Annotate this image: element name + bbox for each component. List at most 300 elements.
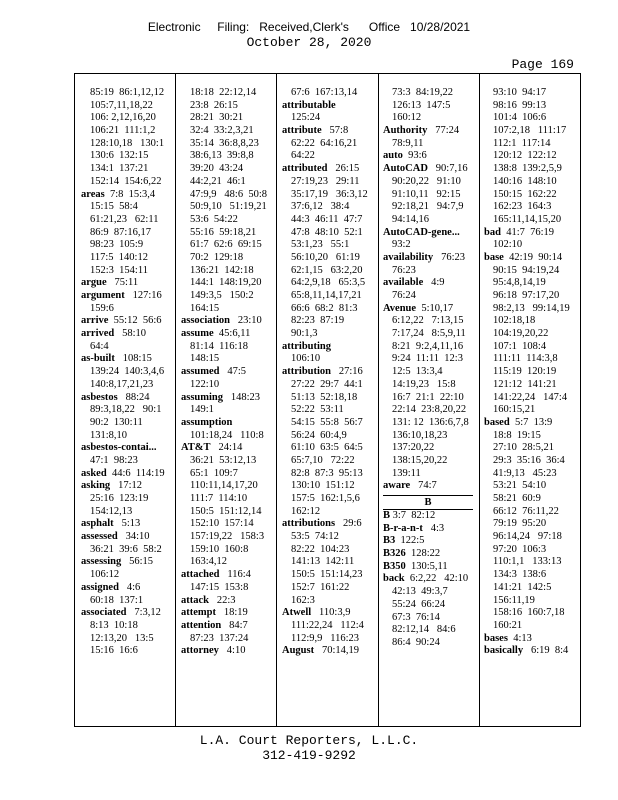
page-line-refs: 111:22,24 112:4 xyxy=(291,619,364,631)
page-line-refs: 81:14 116:18 xyxy=(190,340,248,352)
page-line-refs: 35:14 36:8,8,23 xyxy=(190,137,259,149)
page-line-refs: 36:21 53:12,13 xyxy=(190,454,257,466)
hearing-date: October 28, 2020 xyxy=(246,35,372,50)
index-ref-line xyxy=(181,87,267,100)
index-ref-line xyxy=(484,531,570,544)
index-ref-line xyxy=(383,599,473,612)
page-line-refs: 98:23 105:9 xyxy=(90,239,144,251)
index-ref-line xyxy=(282,150,368,163)
page-line-refs: 16:7 21:1 22:10 xyxy=(392,391,464,403)
index-term: attached xyxy=(181,569,220,581)
index-term: assume xyxy=(181,328,214,340)
index-ref-line xyxy=(181,100,267,113)
page-line-refs: 25:16 123:19 xyxy=(90,493,149,504)
index-term: B3 xyxy=(383,535,396,547)
page-line-refs: 36:21 39:6 58:2 xyxy=(90,543,162,555)
index-ref-line xyxy=(383,404,473,417)
index-ref-line xyxy=(484,582,570,595)
index-ref-line xyxy=(484,315,570,328)
index-ref-line xyxy=(282,493,368,506)
index-term-line xyxy=(484,227,570,240)
page-line-refs: 4:13 xyxy=(507,632,532,644)
index-ref-line xyxy=(383,112,473,125)
page-line-refs: 55:16 59:18,21 xyxy=(190,226,257,238)
index-term: AutoCAD xyxy=(383,163,428,175)
page-line-refs: 126:13 147:5 xyxy=(392,99,451,111)
index-ref-line xyxy=(383,586,473,599)
index-term-line xyxy=(81,531,165,544)
page-line-refs: 105:7,11,18,22 xyxy=(90,99,153,111)
page-line-refs: 108:15 xyxy=(114,353,152,365)
page-line-refs: 65:1 109:7 xyxy=(190,467,238,479)
column-divider xyxy=(378,74,379,726)
page-line-refs: 127:16 xyxy=(124,290,162,301)
page-line-refs: 55:24 66:24 xyxy=(392,598,446,610)
index-ref-line xyxy=(81,506,165,519)
page-line-refs: 74:7 xyxy=(410,480,437,492)
page-line-refs: 27:22 29:7 44:1 xyxy=(291,378,363,390)
page-line-refs: 78:9,11 xyxy=(392,137,424,149)
index-ref-line xyxy=(484,328,570,341)
index-ref-line xyxy=(181,506,267,519)
page-line-refs: 85:19 86:1,12,12 xyxy=(90,87,165,98)
page-line-refs: 22:14 23:8,20,22 xyxy=(392,404,467,416)
page-number: Page 169 xyxy=(511,57,574,72)
index-ref-line xyxy=(282,595,368,608)
index-ref-line xyxy=(81,645,165,658)
page-line-refs: 4:10 xyxy=(218,645,246,657)
page-line-refs: 152:10 157:14 xyxy=(190,518,254,530)
page-line-refs: 56:24 60:4,9 xyxy=(291,429,347,441)
page-line-refs: 47:5 xyxy=(219,366,247,378)
page-line-refs: 97:20 106:3 xyxy=(493,543,547,555)
index-ref-line xyxy=(181,125,267,138)
page-line-refs: 106: 2,12,16,20 xyxy=(90,112,156,124)
page-line-refs: 8:21 9:2,4,11,16 xyxy=(392,340,464,352)
page-line-refs: 18:8 19:15 xyxy=(493,429,541,441)
page-line-refs: 102:18,18 xyxy=(493,315,536,327)
index-ref-line xyxy=(81,138,165,151)
page-line-refs: 32:4 33:2,3,21 xyxy=(190,125,254,137)
page-line-refs: 140:16 148:10 xyxy=(493,175,557,187)
page-line-refs: 12:5 13:3,4 xyxy=(392,366,443,378)
page-line-refs: 51:13 52:18,18 xyxy=(291,391,358,403)
index-ref-line xyxy=(282,252,368,265)
index-ref-line xyxy=(181,290,267,303)
index-term-line xyxy=(383,480,473,493)
index-term-line xyxy=(181,645,267,658)
page-line-refs: 44:3 46:11 47:7 xyxy=(291,213,363,225)
page-line-refs: 95:4,8,14,19 xyxy=(493,277,546,289)
page-line-refs: 50:9,10 51:19,21 xyxy=(190,201,267,213)
index-term-line xyxy=(484,252,570,265)
index-ref-line xyxy=(383,430,473,443)
index-ref-line xyxy=(282,569,368,582)
index-term-line xyxy=(81,468,165,481)
index-term: arrived xyxy=(81,328,115,340)
page-line-refs: 138:15,20,22 xyxy=(392,454,448,466)
page-line-refs: 64:4 xyxy=(90,340,109,352)
index-ref-line xyxy=(383,290,473,303)
index-ref-line xyxy=(484,506,570,519)
page-line-refs: 42:13 49:3,7 xyxy=(392,586,448,598)
index-term-line xyxy=(383,510,473,523)
index-ref-line xyxy=(484,620,570,633)
page-line-refs: 47:1 98:23 xyxy=(90,454,138,466)
page-line-refs: 149:3,5 150:2 xyxy=(190,290,254,301)
page-line-refs: 42:19 90:14 xyxy=(503,251,563,263)
page-line-refs: 79:19 95:20 xyxy=(493,518,547,530)
page-line-refs: 18:19 xyxy=(216,607,248,619)
index-ref-line xyxy=(81,265,165,278)
index-ref-line xyxy=(484,442,570,455)
index-term-line xyxy=(383,277,473,290)
page-line-refs: 122:10 xyxy=(190,378,220,390)
index-ref-line xyxy=(484,366,570,379)
index-ref-line xyxy=(282,633,368,646)
index-ref-line xyxy=(181,214,267,227)
index-ref-line xyxy=(282,392,368,405)
page-line-refs: 160:12 xyxy=(392,112,422,124)
page-line-refs: 130:5,11 xyxy=(405,560,448,572)
index-ref-line xyxy=(484,303,570,316)
index-ref-line xyxy=(282,277,368,290)
index-ref-line xyxy=(282,417,368,430)
index-term-line xyxy=(181,569,267,582)
page-line-refs: 160:15,21 xyxy=(493,404,536,416)
page-line-refs: 60:18 137:1 xyxy=(90,594,144,606)
page-line-refs: 64:2,9,18 65:3,5 xyxy=(291,277,366,289)
page-line-refs: 53:1,23 55:1 xyxy=(291,239,350,251)
page-line-refs: 38:6,13 39:8,8 xyxy=(190,150,254,162)
page-line-refs: 5:10,17 xyxy=(416,302,454,314)
page-line-refs: 107:1 108:4 xyxy=(493,340,547,352)
index-ref-line xyxy=(181,163,267,176)
page-line-refs: 6:19 8:4 xyxy=(523,645,569,657)
index-ref-line xyxy=(484,544,570,557)
page-line-refs: 158:16 160:7,18 xyxy=(493,607,565,619)
page-line-refs: 111:7 114:10 xyxy=(190,493,248,504)
index-term: attributable xyxy=(282,99,336,111)
page-line-refs: 91:10,11 92:15 xyxy=(392,188,461,200)
index-ref-line xyxy=(282,138,368,151)
index-term: areas xyxy=(81,188,105,200)
page-line-refs: 121:12 141:21 xyxy=(493,378,557,390)
index-ref-line xyxy=(484,468,570,481)
page-line-refs: 56:15 xyxy=(121,556,154,568)
page-line-refs: 12:13,20 13:5 xyxy=(90,632,154,644)
page-line-refs: 22:3 xyxy=(209,594,236,606)
index-ref-line xyxy=(81,430,165,443)
page-line-refs: 7:17,24 8:5,9,11 xyxy=(392,328,466,340)
index-column-1 xyxy=(81,87,165,658)
index-ref-line xyxy=(484,125,570,138)
page-line-refs: 92:18,21 94:7,9 xyxy=(392,201,464,213)
index-term-line xyxy=(383,535,473,548)
page-line-refs: 112:1 117:14 xyxy=(493,137,551,149)
index-term-line xyxy=(81,315,165,328)
index-ref-line xyxy=(181,531,267,544)
index-ref-line xyxy=(81,125,165,138)
index-ref-line xyxy=(282,468,368,481)
index-ref-line xyxy=(181,138,267,151)
index-ref-line xyxy=(181,227,267,240)
index-ref-line xyxy=(181,430,267,443)
page-line-refs: 125:24 xyxy=(291,112,321,124)
page-line-refs: 15:16 16:6 xyxy=(90,645,138,657)
page-line-refs: 98:16 99:13 xyxy=(493,99,547,111)
index-term: asphalt xyxy=(81,518,114,530)
index-ref-line xyxy=(181,379,267,392)
index-ref-line xyxy=(282,176,368,189)
index-ref-line xyxy=(484,569,570,582)
page-line-refs: 106:12 xyxy=(90,569,120,581)
index-ref-line xyxy=(383,138,473,151)
index-ref-line xyxy=(81,87,165,100)
index-ref-line xyxy=(81,252,165,265)
index-ref-line xyxy=(383,392,473,405)
page-line-refs: 57:8 xyxy=(321,125,349,137)
index-ref-line xyxy=(282,455,368,468)
index-ref-line xyxy=(282,87,368,100)
index-ref-line xyxy=(484,176,570,189)
index-term-line xyxy=(383,150,473,163)
index-term-line xyxy=(81,328,165,341)
index-ref-line xyxy=(282,303,368,316)
index-ref-line xyxy=(484,150,570,163)
index-ref-line xyxy=(383,328,473,341)
page-line-refs: 139:11 xyxy=(392,467,421,479)
page-line-refs: 3:7 82:12 xyxy=(390,510,436,521)
index-term-line xyxy=(383,523,473,536)
index-ref-line xyxy=(383,239,473,252)
index-ref-line xyxy=(484,112,570,125)
page-line-refs: 58:10 xyxy=(114,328,147,340)
index-ref-line xyxy=(484,189,570,202)
index-ref-line xyxy=(383,315,473,328)
page-line-refs: 116:4 xyxy=(219,569,251,581)
index-ref-line xyxy=(282,480,368,493)
index-ref-line xyxy=(181,353,267,366)
page-line-refs: 17:12 xyxy=(110,480,142,492)
page-line-refs: 159:10 160:8 xyxy=(190,543,249,555)
index-ref-line xyxy=(181,455,267,468)
index-ref-line xyxy=(383,366,473,379)
index-term: asbestos xyxy=(81,391,118,403)
page-line-refs: 73:3 84:19,22 xyxy=(392,87,453,98)
page-line-refs: 150:5 151:12,14 xyxy=(190,505,262,517)
index-ref-line xyxy=(81,366,165,379)
page-line-refs: 130:10 151:12 xyxy=(291,480,355,492)
page-line-refs: 76:23 xyxy=(392,264,416,276)
index-ref-line xyxy=(282,112,368,125)
index-ref-line xyxy=(484,493,570,506)
page-line-refs: 96:18 97:17,20 xyxy=(493,290,560,301)
index-ref-line xyxy=(181,493,267,506)
page-line-refs: 148:15 xyxy=(190,353,220,365)
page-line-refs: 54:15 55:8 56:7 xyxy=(291,416,363,428)
page-line-refs: 128:22 xyxy=(405,548,441,560)
page-line-refs: 130:6 132:15 xyxy=(90,150,149,162)
index-ref-line xyxy=(282,227,368,240)
page-line-refs: 157:19,22 158:3 xyxy=(190,531,265,543)
index-ref-line xyxy=(484,265,570,278)
page-line-refs: 9:24 11:11 12:3 xyxy=(392,353,463,365)
page-line-refs: 61:21,23 62:11 xyxy=(90,213,159,225)
index-ref-line xyxy=(81,620,165,633)
page-line-refs: 134:1 137:21 xyxy=(90,163,149,175)
index-term: AT&T xyxy=(181,442,211,454)
page-line-refs: 152:7 161:22 xyxy=(291,581,350,593)
page-line-refs: 137:20,22 xyxy=(392,442,435,454)
index-term-line xyxy=(181,392,267,405)
index-term: attack xyxy=(181,594,209,606)
page-line-refs: 84:7 xyxy=(221,619,248,631)
index-ref-line xyxy=(484,404,570,417)
index-ref-line xyxy=(383,455,473,468)
index-term-line xyxy=(81,353,165,366)
index-column-4 xyxy=(383,87,473,650)
index-term-line xyxy=(81,290,165,303)
page-line-refs: 44:6 114:19 xyxy=(106,467,165,479)
index-ref-line xyxy=(383,637,473,650)
page-line-refs: 86:9 87:16,17 xyxy=(90,226,151,238)
index-ref-line xyxy=(282,506,368,519)
index-term: as-built xyxy=(81,353,115,365)
page-line-refs: 24:14 xyxy=(210,442,243,454)
index-ref-line xyxy=(484,239,570,252)
index-term-line xyxy=(81,607,165,620)
reporter-company: L.A. Court Reporters, L.L.C. xyxy=(199,733,419,748)
page-line-refs: 141:13 142:11 xyxy=(291,556,355,568)
page-line-refs: 6:2,22 42:10 xyxy=(404,573,469,585)
page-line-refs: 65:8,11,14,17,21 xyxy=(291,290,362,301)
index-ref-line xyxy=(383,201,473,214)
page-line-refs: 165:11,14,15,20 xyxy=(493,213,562,225)
index-ref-line xyxy=(81,303,165,316)
index-ref-line xyxy=(282,430,368,443)
index-ref-line xyxy=(282,404,368,417)
index-ref-line xyxy=(181,112,267,125)
page-line-refs: 82:23 87:19 xyxy=(291,315,345,327)
page-line-refs: 70:14,19 xyxy=(314,645,360,657)
page-line-refs: 23:10 xyxy=(230,315,262,327)
index-ref-line xyxy=(181,341,267,354)
index-term-line xyxy=(383,561,473,574)
index-ref-line xyxy=(383,379,473,392)
index-term: B xyxy=(383,510,391,521)
index-ref-line xyxy=(484,392,570,405)
page-line-refs: 128:10,18 130:1 xyxy=(90,137,165,149)
index-term: B350 xyxy=(383,560,406,572)
index-ref-line xyxy=(484,201,570,214)
page-line-refs: 115:19 120:19 xyxy=(493,366,557,378)
index-term-line xyxy=(181,442,267,455)
index-term: available xyxy=(383,277,424,289)
page-line-refs: 111:11 114:3,8 xyxy=(493,353,558,365)
page-line-refs: 144:1 148:19,20 xyxy=(190,277,262,289)
column-divider xyxy=(175,74,176,726)
page-line-refs: 147:15 153:8 xyxy=(190,581,249,593)
index-term-line xyxy=(181,595,267,608)
index-term-line xyxy=(282,518,368,531)
page-line-refs: 149:1 xyxy=(190,404,214,416)
index-ref-line xyxy=(282,214,368,227)
index-ref-line xyxy=(81,569,165,582)
index-term: Avenue xyxy=(383,302,417,314)
index-ref-line xyxy=(81,417,165,430)
index-ref-line xyxy=(81,404,165,417)
index-term: AutoCAD-gene... xyxy=(383,226,460,238)
index-term-line xyxy=(282,163,368,176)
page-line-refs: 139:24 140:3,4,6 xyxy=(90,366,165,378)
index-column-3 xyxy=(282,87,368,658)
page-line-refs: 14:19,23 15:8 xyxy=(392,378,456,390)
page-line-refs: 152:3 154:11 xyxy=(90,264,148,276)
index-term: asked xyxy=(81,467,107,479)
index-term-line xyxy=(81,277,165,290)
index-ref-line xyxy=(181,303,267,316)
page-line-refs: 27:10 28:5,21 xyxy=(493,442,554,454)
index-ref-line xyxy=(484,379,570,392)
page-line-refs: 45:6,11 xyxy=(213,328,251,340)
page-line-refs: 34:10 xyxy=(117,531,150,543)
index-ref-line xyxy=(81,341,165,354)
index-term: basically xyxy=(484,645,524,657)
page-line-refs: 53:21 54:10 xyxy=(493,480,547,492)
index-term-line xyxy=(81,556,165,569)
page-line-refs: 47:9,9 48:6 50:8 xyxy=(190,188,268,200)
index-ref-line xyxy=(81,239,165,252)
index-column-5 xyxy=(484,87,570,658)
index-ref-line xyxy=(383,341,473,354)
index-term: arrive xyxy=(81,315,109,327)
page-line-refs: 4:9 xyxy=(423,277,445,289)
page-line-refs: 39:20 43:24 xyxy=(190,163,244,175)
index-term-line xyxy=(81,480,165,493)
page-line-refs: 41:9,13 45:23 xyxy=(493,467,557,479)
index-term: auto xyxy=(383,150,403,162)
index-term-line xyxy=(383,163,473,176)
page-line-refs: 82:8 87:3 95:13 xyxy=(291,467,363,479)
page-line-refs: 110:11,14,17,20 xyxy=(190,480,258,492)
index-ref-line xyxy=(181,468,267,481)
page-line-refs: 96:14,24 97:18 xyxy=(493,531,562,543)
index-ref-line xyxy=(282,315,368,328)
page-line-refs: 37:6,12 38:4 xyxy=(291,201,350,213)
page-line-refs: 141:21 142:5 xyxy=(493,581,552,593)
page-line-refs: 159:6 xyxy=(90,302,114,314)
index-ref-line xyxy=(282,531,368,544)
index-ref-line xyxy=(484,455,570,468)
index-ref-line xyxy=(282,290,368,303)
index-ref-line xyxy=(181,544,267,557)
index-term-line xyxy=(181,366,267,379)
index-ref-line xyxy=(484,277,570,290)
index-ref-line xyxy=(81,176,165,189)
page-line-refs: 136:10,18,23 xyxy=(392,429,448,441)
index-ref-line xyxy=(282,544,368,557)
page-line-refs: 157:5 162:1,5,6 xyxy=(291,493,360,504)
index-ref-line xyxy=(81,201,165,214)
page-line-refs: 67:3 76:14 xyxy=(392,611,440,623)
index-ref-line xyxy=(282,239,368,252)
page-line-refs: 18:18 22:12,14 xyxy=(190,87,257,98)
page-line-refs: 101:18,24 110:8 xyxy=(190,429,264,441)
index-ref-line xyxy=(181,189,267,202)
index-ref-line xyxy=(181,480,267,493)
index-term-line xyxy=(484,417,570,430)
